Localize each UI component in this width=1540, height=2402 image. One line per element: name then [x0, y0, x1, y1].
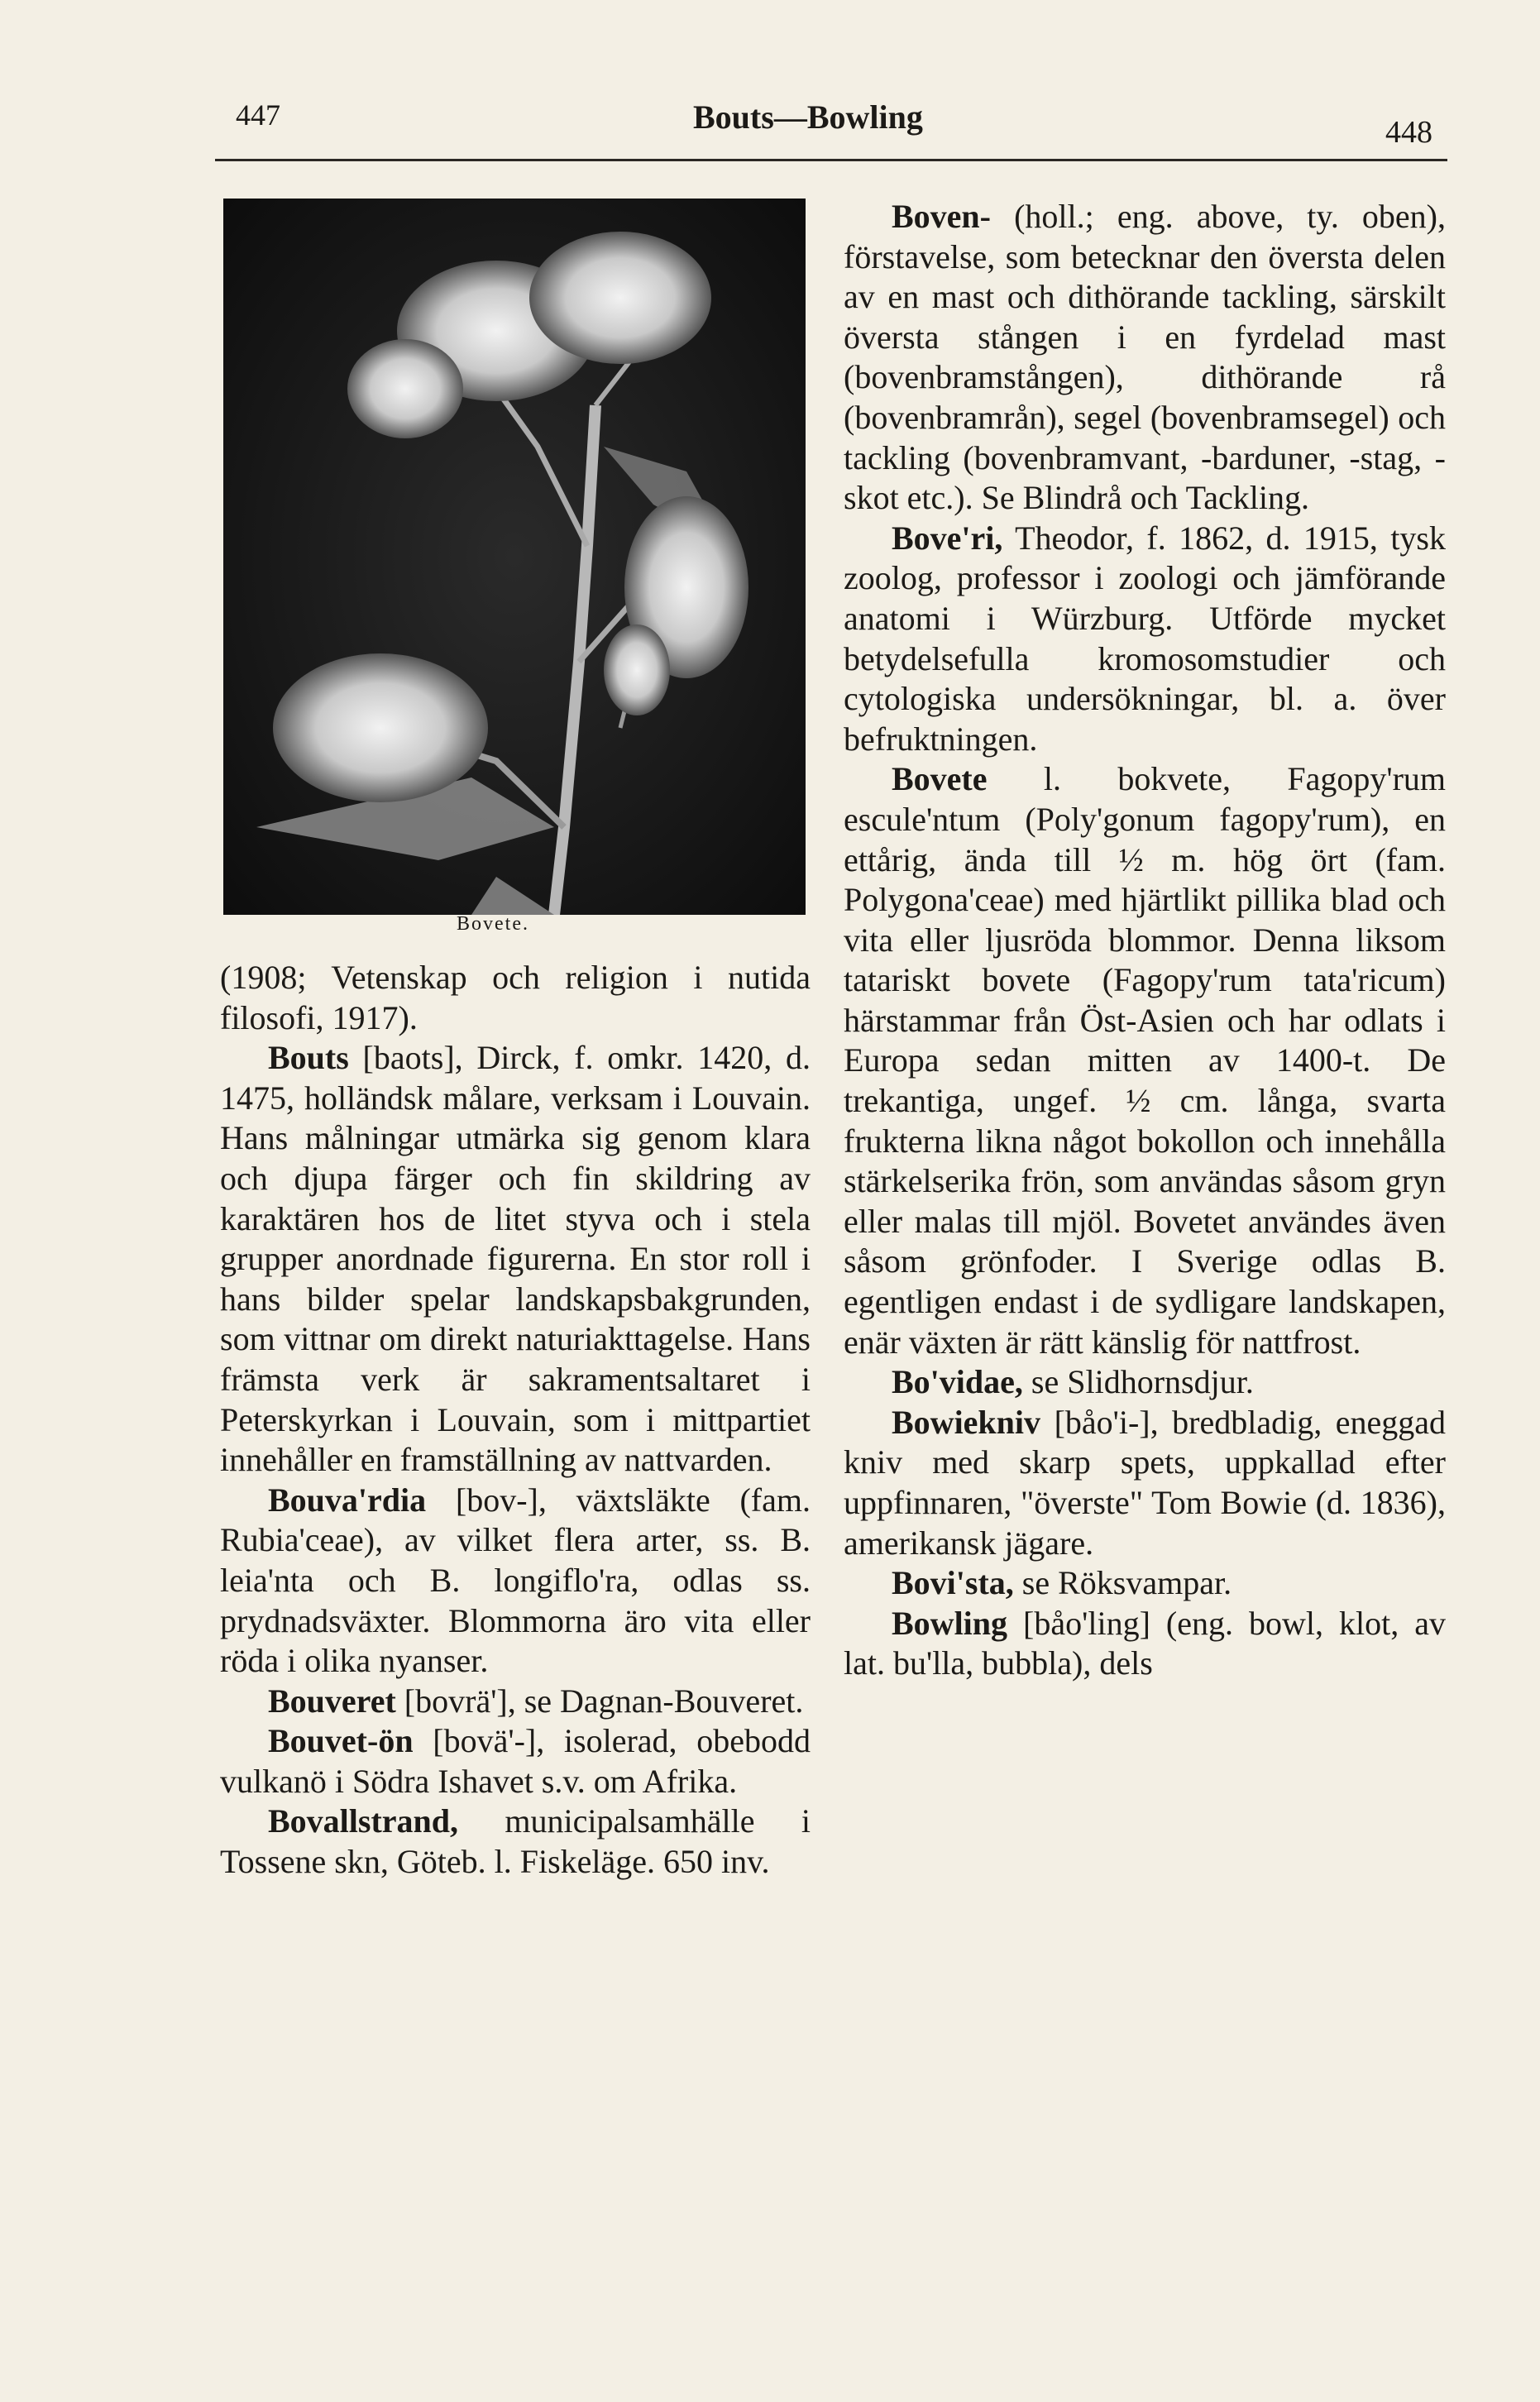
page-number-right: 448 [1385, 115, 1432, 150]
headword: Bovete [892, 760, 988, 798]
headword: Bowling [892, 1604, 1008, 1642]
entry-boveri [844, 519, 1446, 760]
entry-text: l. bokvete, Fagopy'rum escule'ntum (Poly'gonum fagopy'rum), en ettårig, ända till ½ m. hög ört (fam. Polygona'ceae) med hjärtlikt pillika blad och vita eller ljusröda blommor. Denna liksom tatariskt bovete (Fagopy'rum tata'ricum) härstammar från Öst-Asien och har odlats i Europa sedan mitten av 1400-t. De trekantiga, ungef. ½ cm. långa, svarta frukterna likna något bokollon och innehålla stärkelserika frön, som användas såsom gryn eller malas till mjöl. Bovetet användes även såsom grönfoder. I Sverige odlas B. egentligen endast i de sydligare landskapen, enär växten är rätt känslig för nattfrost. [844, 760, 1446, 1361]
headword: Bowiekniv [892, 1403, 1041, 1441]
entry-bouvet-on [220, 1721, 811, 1802]
entry-bowiekniv [844, 1403, 1446, 1563]
entry-text: [båo'ling] (eng. bowl, klot, av lat. bu'lla, bubbla), dels [844, 1604, 1446, 1682]
entry-text: se Röksvampar. [1013, 1564, 1232, 1602]
entry-text: [bovrä'], se Dagnan-Bouveret. [395, 1682, 804, 1720]
entry-text: [baots], Dirck, f. omkr. 1420, d. 1475, holländsk målare, verksam i Louvain. Hans målningar utmärka sig genom klara och djupa färger och fin skildring av karaktären hos de litet styva och i stela grupper anordnade figurerna. En stor roll i hans bilder spelar landskapsbakgrunden, som vittnar om direkt naturiakttagelse. Hans främsta verk är sakramentsaltaret i Peterskyrkan i Louvain, som i mittpartiet innehåller en framställning av nattvarden. [220, 1039, 811, 1479]
entry-text: Theodor, f. 1862, d. 1915, tysk zoolog, professor i zoologi och jämförande anatomi i Würzburg. Utförde mycket betydelsefulla kromosomstudier och cytologiska undersökningar, bl. a. över befruktningen. [844, 519, 1446, 758]
entry-bovista [844, 1563, 1446, 1604]
left-column [220, 958, 811, 1883]
page-number-left: 447 [236, 98, 280, 132]
entry-bowling [844, 1604, 1446, 1684]
entry-bouvardia [220, 1481, 811, 1682]
headword: Bouts [268, 1039, 349, 1077]
headword: Bovallstrand, [268, 1802, 459, 1840]
figure-caption: Bovete. [457, 913, 529, 935]
entry-text: [bov-], växtsläkte (fam. Rubia'ceae), av vilket flera arter, ss. B. leia'nta och B. longiflo'ra, odlas ss. prydnadsväxter. Blommorna äro vita eller röda i olika nyanser. [220, 1481, 811, 1680]
running-title: Bouts—Bowling [693, 98, 923, 136]
entry-boven [844, 197, 1446, 519]
headword: Bo'vidae, [892, 1363, 1023, 1401]
headword: Bovi'sta, [892, 1564, 1014, 1602]
entry-text: [båo'i-], bredbladig, eneggad kniv med skarp spets, uppkallad efter uppfinnaren, "överste" Tom Bowie (d. 1836), amerikansk jägare. [844, 1403, 1446, 1562]
headword: Bove'ri, [892, 519, 1003, 557]
header-rule [215, 159, 1447, 161]
entry-text: [bovä'-], isolerad, obebodd vulkanö i Södra Ishavet s.v. om Afrika. [220, 1722, 811, 1800]
headword: Boven- [892, 198, 991, 235]
entry-bovete [844, 759, 1446, 1362]
left-continuation: (1908; Vetenskap och religion i nutida filosofi, 1917). [220, 959, 811, 1036]
headword: Bouva'rdia [268, 1481, 427, 1519]
entry-text: se Slidhornsdjur. [1022, 1363, 1254, 1401]
right-column [844, 197, 1446, 1684]
entry-bovallstrand [220, 1802, 811, 1882]
entry-bouveret [220, 1682, 811, 1722]
entry-text: (holl.; eng. above, ty. oben), förstavelse, som betecknar den översta delen av en mast och dithörande tackling, särskilt översta stången i en fyrdelad mast (bovenbramstången), dithörande rå (bovenbramrån), segel (bovenbramsegel) och tackling (bovenbramvant, -barduner, -stag, -skot etc.). Se Blindrå och Tackling. [844, 198, 1446, 517]
buckwheat-plant-illustration [223, 199, 806, 915]
headword: Bouveret [268, 1682, 396, 1720]
entry-text: municipalsamhälle i Tossene skn, Göteb. l. Fiskeläge. 650 inv. [220, 1802, 811, 1881]
buckwheat-photo [223, 199, 806, 915]
entry-bouts [220, 1038, 811, 1481]
entry-bovidae [844, 1362, 1446, 1403]
headword: Bouvet-ön [268, 1722, 414, 1760]
